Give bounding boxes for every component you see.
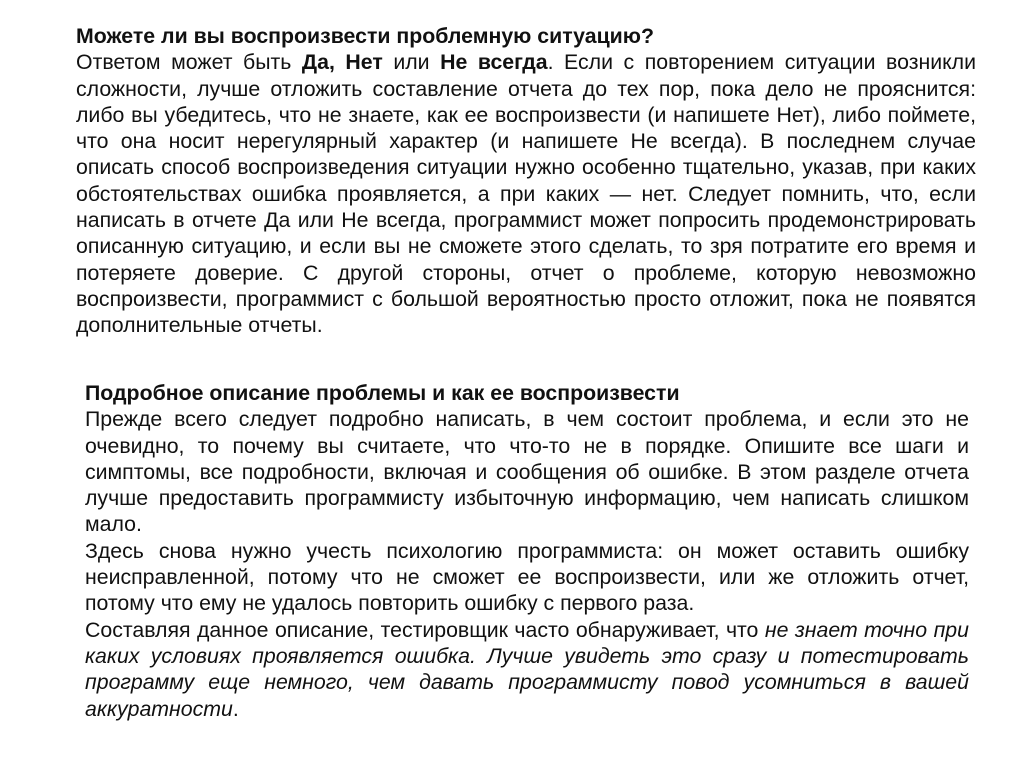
answer-no: Нет: [345, 50, 383, 75]
paragraph-description-1: Прежде всего следует подробно написать, в чем состоит проблема, и если это не очевидно, то почему вы считаете, что что-то не в порядке. Опишите все шаги и симптомы, все подробности, включая и сообщения об ошибке. В этом разделе отчета лучше предоставить программисту избыточную информацию, чем написать слишком мало.: [85, 407, 969, 537]
paragraph-reproducibility: [76, 49, 976, 338]
italic-text-run: не знает точно при каких условиях проявляется ошибка. Лучше увидеть это сразу и потестировать программу еще немного, чем давать программисту повод усомниться в вашей аккуратности: [85, 617, 969, 721]
paragraph-description-2: Здесь снова нужно учесть психологию программиста: он может оставить ошибку неисправленной, потому что не сможет ее воспроизвести, или же отложить отчет, потому что ему не удалось повторить ошибку с первого раза.: [85, 538, 969, 616]
section-heading-description: Подробное описание проблемы и как ее воспроизвести: [85, 381, 680, 405]
answer-yes: Да,: [301, 50, 335, 75]
section-reproducibility: [76, 23, 976, 339]
text-run: . Если с повторением ситуации возникли сложности, лучше отложить составление отчета до тех пор, пока дело не прояснится: либо вы убедитесь, что не знаете, как ее воспроизвести (и напишете Нет), либо поймете, что она носит нерегулярный характер (и напишете Не всегда). В последнем случае описать способ воспроизведения ситуации нужно особенно тщательно, указав, при каких обстоятельствах ошибка проявляется, а при каких — нет. Следует помнить, что, если написать в отчете Да или Не всегда, программист может попросить продемонстрировать описанную ситуацию, и если вы не сможете этого сделать, то зря потратите его время и потеряете доверие. С другой стороны, отчет о проблеме, которую невозможно воспроизвести, программист с большой вероятностью просто отложит, пока не появятся дополнительные отчеты.: [76, 50, 977, 338]
text-run: .: [232, 696, 239, 721]
answer-not-always: Не всегда: [440, 50, 548, 75]
section-heading-reproducibility: Можете ли вы воспроизвести проблемную ситуацию?: [76, 24, 654, 48]
paragraph-description-3: [85, 617, 969, 722]
text-run: Составляя данное описание, тестировщик часто обнаруживает, что: [85, 617, 765, 642]
text-run: [335, 50, 346, 74]
text-run: Ответом может быть: [76, 50, 302, 75]
text-run: или: [382, 50, 441, 75]
section-detailed-description: [85, 380, 969, 722]
